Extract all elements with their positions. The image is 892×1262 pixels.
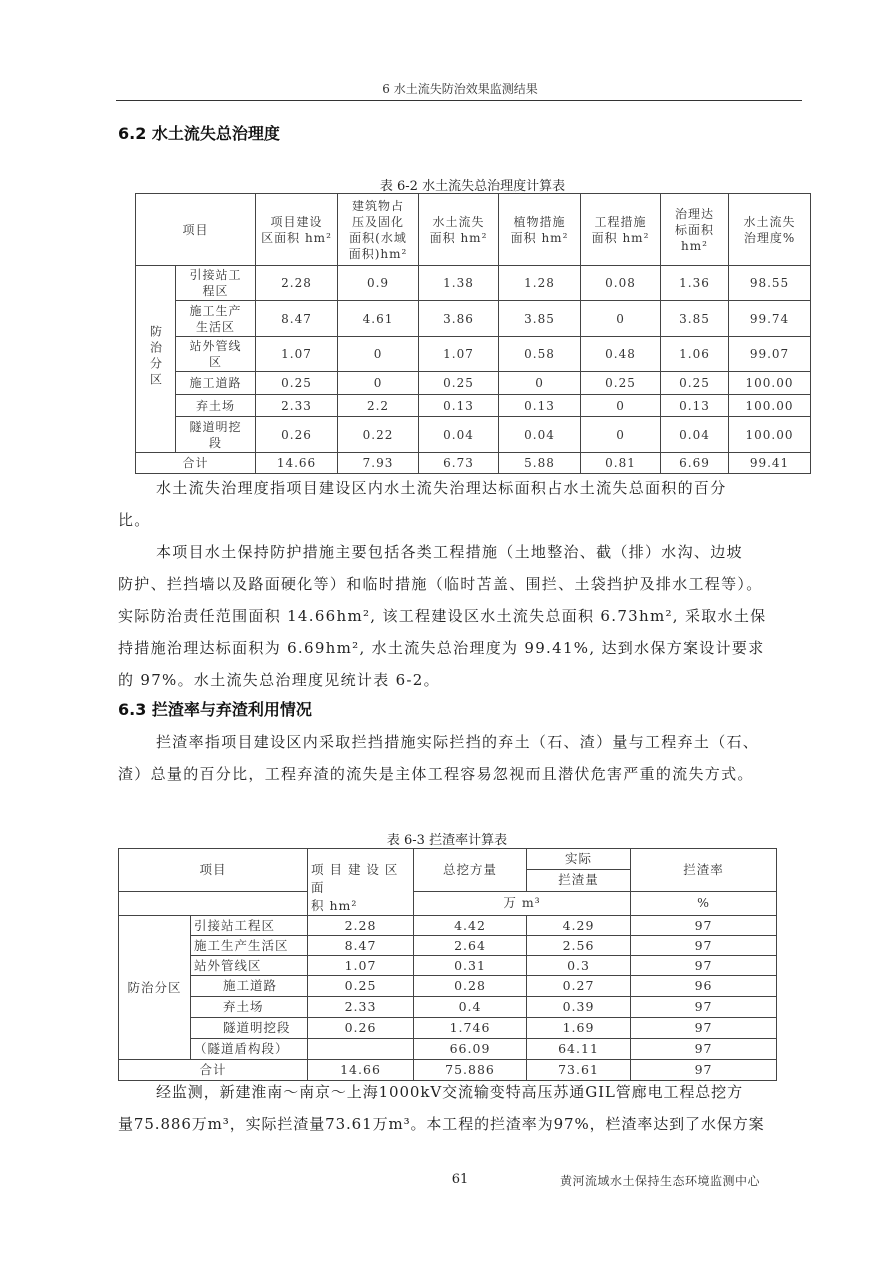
- cell: 98.55: [729, 266, 811, 301]
- cell: 97: [631, 997, 777, 1018]
- cell: 97: [631, 1039, 777, 1060]
- header-plant-measures: 植物措施 面积 hm²: [499, 194, 581, 266]
- header-item: 项目: [136, 194, 256, 266]
- section-heading-6-3: 6.3 拦渣率与弃渣利用情况: [118, 700, 312, 719]
- cell: 0.13: [499, 395, 581, 417]
- cell: 0.3: [527, 956, 631, 976]
- header-engineering-measures: 工程措施 面积 hm²: [581, 194, 661, 266]
- header-construction-area: 项 目 建 设 区 面 积 hm²: [308, 849, 414, 916]
- table-total-row: [136, 453, 811, 474]
- cell: 1.06: [661, 337, 729, 372]
- cell: 100.00: [729, 417, 811, 453]
- cell: 1.38: [419, 266, 499, 301]
- cell: 5.88: [499, 453, 581, 474]
- cell: 96: [631, 976, 777, 997]
- cell: 4.42: [414, 916, 527, 936]
- total-label: 合计: [136, 453, 256, 474]
- table-6-2: [135, 193, 811, 474]
- header-actual: 实际: [527, 849, 631, 870]
- cell: 99.74: [729, 301, 811, 337]
- paragraph-slag-definition: 拦渣率指项目建设区内采取拦挡措施实际拦挡的弃土（石、渣）量与工程弃土（石、 渣）总量的百分比，工程弃渣的流失是主体工程容易忽视而且潜伏危害严重的流失方式。: [118, 733, 760, 783]
- table-row: [119, 956, 777, 976]
- cell: 1.36: [661, 266, 729, 301]
- table-row: [119, 916, 777, 936]
- row-name: 施工生产生活区: [191, 936, 308, 956]
- row-name: 弃土场: [191, 997, 308, 1018]
- cell: 1.69: [527, 1018, 631, 1039]
- cell: 97: [631, 936, 777, 956]
- cell: 0.27: [527, 976, 631, 997]
- cell: 0.4: [414, 997, 527, 1018]
- cell: 0.81: [581, 453, 661, 474]
- table-row: [119, 1018, 777, 1039]
- cell: 2.33: [308, 997, 414, 1018]
- cell: 0.26: [256, 417, 338, 453]
- cell: 0.28: [414, 976, 527, 997]
- cell: 8.47: [308, 936, 414, 956]
- cell: [308, 1039, 414, 1060]
- cell: 0.48: [581, 337, 661, 372]
- cell: 0: [499, 372, 581, 395]
- cell: 3.86: [419, 301, 499, 337]
- header-building-area: 建筑物占 压及固化 面积(水域 面积)hm²: [338, 194, 419, 266]
- cell: 99.07: [729, 337, 811, 372]
- cell: 0.04: [499, 417, 581, 453]
- cell: 1.07: [256, 337, 338, 372]
- cell: 2.33: [256, 395, 338, 417]
- unit-rate: %: [631, 891, 777, 915]
- unit-volume: 万 m³: [414, 891, 631, 915]
- table-row: [119, 1039, 777, 1060]
- cell: 0.9: [338, 266, 419, 301]
- cell: 0.25: [308, 976, 414, 997]
- cell: 0: [338, 337, 419, 372]
- cell: 100.00: [729, 372, 811, 395]
- row-name: （隧道盾构段）: [191, 1039, 308, 1060]
- cell: 14.66: [256, 453, 338, 474]
- cell: 0: [581, 417, 661, 453]
- running-header: 6 水土流失防治效果监测结果: [382, 82, 538, 96]
- cell: 99.41: [729, 453, 811, 474]
- cell: 0.04: [661, 417, 729, 453]
- table-row: [119, 936, 777, 956]
- cell: 100.00: [729, 395, 811, 417]
- table-row: [136, 372, 811, 395]
- row-name: 隧道明挖 段: [176, 417, 256, 453]
- cell: 2.64: [414, 936, 527, 956]
- cell: 0.13: [661, 395, 729, 417]
- cell: 0: [581, 301, 661, 337]
- cell: 0.25: [419, 372, 499, 395]
- cell: 4.61: [338, 301, 419, 337]
- cell: 64.11: [527, 1039, 631, 1060]
- group-label: 防治分区: [119, 916, 191, 1060]
- row-name: 施工道路: [176, 372, 256, 395]
- paragraph-treatment-definition: 水土流失治理度指项目建设区内水土流失治理达标面积占水土流失总面积的百分 比。: [118, 479, 727, 529]
- header-divider: [116, 100, 802, 101]
- cell: 73.61: [527, 1060, 631, 1081]
- cell: 6.73: [419, 453, 499, 474]
- cell: 0.04: [419, 417, 499, 453]
- cell: 1.28: [499, 266, 581, 301]
- table-row: [136, 301, 811, 337]
- cell: 97: [631, 916, 777, 936]
- unit-blank: [119, 891, 308, 915]
- cell: 3.85: [499, 301, 581, 337]
- group-label: 防治分区: [136, 266, 176, 453]
- cell: 2.2: [338, 395, 419, 417]
- cell: 14.66: [308, 1060, 414, 1081]
- cell: 0.26: [308, 1018, 414, 1039]
- table-row: [119, 976, 777, 997]
- cell: 6.69: [661, 453, 729, 474]
- table-unit-row: [119, 891, 777, 915]
- footer-organization: 黄河流域水土保持生态环境监测中心: [560, 1174, 761, 1188]
- cell: 0.22: [338, 417, 419, 453]
- cell: 1.746: [414, 1018, 527, 1039]
- row-name: 施工道路: [191, 976, 308, 997]
- table-row: [136, 337, 811, 372]
- table-row: [136, 266, 811, 301]
- row-name: 引接站工 程区: [176, 266, 256, 301]
- cell: 8.47: [256, 301, 338, 337]
- cell: 1.07: [308, 956, 414, 976]
- row-name: 引接站工程区: [191, 916, 308, 936]
- cell: 0.25: [661, 372, 729, 395]
- table-header-row: [119, 849, 777, 870]
- cell: 2.56: [527, 936, 631, 956]
- header-treated-area: 治理达 标面积 hm²: [661, 194, 729, 266]
- header-erosion-area: 水土流失 面积 hm²: [419, 194, 499, 266]
- row-name: 站外管线区: [191, 956, 308, 976]
- table-row: [136, 395, 811, 417]
- header-retained-volume: 拦渣量: [527, 869, 631, 891]
- cell: 97: [631, 1018, 777, 1039]
- cell: 0.58: [499, 337, 581, 372]
- cell: 75.886: [414, 1060, 527, 1081]
- row-name: 隧道明挖段: [191, 1018, 308, 1039]
- cell: 97: [631, 1060, 777, 1081]
- cell: 0.31: [414, 956, 527, 976]
- cell: 2.28: [256, 266, 338, 301]
- cell: 66.09: [414, 1039, 527, 1060]
- cell: 0: [581, 395, 661, 417]
- cell: 0.39: [527, 997, 631, 1018]
- cell: 0.13: [419, 395, 499, 417]
- cell: 0.25: [581, 372, 661, 395]
- cell: 0: [338, 372, 419, 395]
- cell: 4.29: [527, 916, 631, 936]
- cell: 97: [631, 956, 777, 976]
- paragraph-slag-result: 经监测，新建淮南～南京～上海1000kV交流输变特高压苏通GIL管廊电工程总挖方 量75.886万m³，实际拦渣量73.61万m³。本工程的拦渣率为97%，栏渣率达到了水保方案: [118, 1083, 765, 1133]
- table-6-3-caption: 表 6-3 拦渣率计算表: [386, 833, 508, 848]
- page-number: 61: [451, 1172, 469, 1187]
- cell: 3.85: [661, 301, 729, 337]
- row-name: 站外管线 区: [176, 337, 256, 372]
- table-row: [119, 997, 777, 1018]
- cell: 7.93: [338, 453, 419, 474]
- table-6-2-caption: 表 6-2 水土流失总治理度计算表: [379, 179, 566, 194]
- row-name: 弃土场: [176, 395, 256, 417]
- header-retention-rate: 拦渣率: [631, 849, 777, 892]
- header-treatment-degree: 水土流失 治理度%: [729, 194, 811, 266]
- cell: 1.07: [419, 337, 499, 372]
- table-header-row: [136, 194, 811, 266]
- cell: 0.25: [256, 372, 338, 395]
- paragraph-treatment-summary: 本项目水土保持防护措施主要包括各类工程措施（土地整治、截（排）水沟、边坡 防护、拦挡墙以及路面硬化等）和临时措施（临时苫盖、围拦、土袋挡护及排水工程等）。 实际防治责任范围面积 14.66hm², 该工程建设区水土流失总面积 6.73hm², 采取水土保 持措施治理达标面积为 6.69hm², 水土流失总治理度为 99.41%, 达到水保方案设计要求 的 97%。水土流失总治理度见统计表 6-2。: [118, 543, 767, 689]
- header-item: 项目: [119, 849, 308, 892]
- cell: 2.28: [308, 916, 414, 936]
- cell: 0.08: [581, 266, 661, 301]
- table-row: [136, 417, 811, 453]
- section-heading-6-2: 6.2 水土流失总治理度: [118, 124, 280, 143]
- header-construction-area: 项目建设 区面积 hm²: [256, 194, 338, 266]
- row-name: 施工生产 生活区: [176, 301, 256, 337]
- total-label: 合计: [119, 1060, 308, 1081]
- header-total-excavation: 总挖方量: [414, 849, 527, 892]
- table-6-3: [118, 848, 777, 1081]
